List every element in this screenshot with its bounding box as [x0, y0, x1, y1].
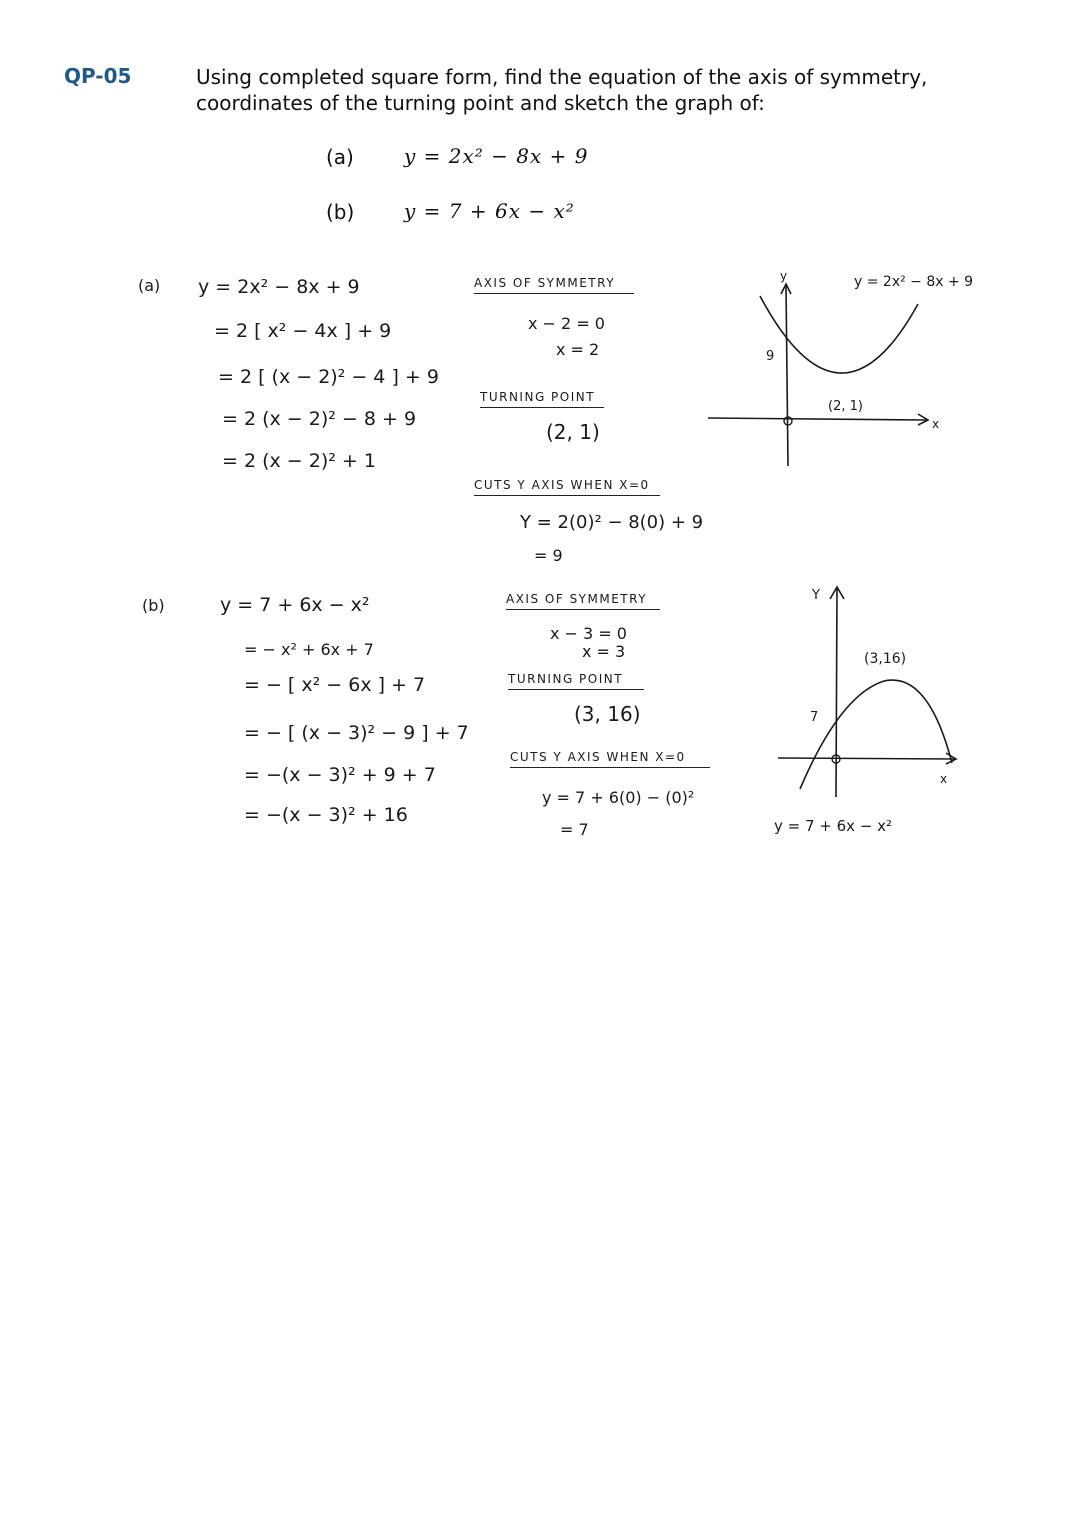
- solution-a-step-3: = 2 [ (x − 2)² − 4 ] + 9: [218, 366, 439, 388]
- y-axis: [786, 286, 788, 466]
- solution-b-axis-line-1: x − 3 = 0: [550, 624, 627, 643]
- parabola-curve: [760, 296, 918, 373]
- solution-a-turning-heading: TURNING POINT: [480, 390, 604, 408]
- solution-a-turning-point: (2, 1): [546, 420, 600, 444]
- solution-b-step-3: = − [ x² − 6x ] + 7: [244, 674, 426, 696]
- solution-b-axis-line-2: x = 3: [582, 642, 626, 661]
- part-b-label: (b): [326, 200, 355, 224]
- graph-b-title: y = 7 + 6x − x²: [774, 817, 893, 835]
- prompt-line-2: coordinates of the turning point and sketch the graph of:: [196, 91, 765, 115]
- solution-b-step-6: = −(x − 3)² + 16: [244, 804, 408, 826]
- solution-a-step-4: = 2 (x − 2)² − 8 + 9: [222, 408, 417, 430]
- graph-a-vertex-label: (2, 1): [828, 399, 863, 414]
- solution-a-yint-line-1: Y = 2(0)² − 8(0) + 9: [520, 512, 704, 533]
- graph-a-y-label: y: [780, 269, 788, 283]
- graph-b: [760, 575, 980, 845]
- x-axis: [708, 418, 928, 420]
- solution-a-label: (a): [138, 276, 161, 295]
- solution-a-axis-line-1: x − 2 = 0: [528, 314, 605, 333]
- part-a-equation: y = 2x² − 8x + 9: [404, 144, 589, 168]
- question-prompt: [196, 64, 927, 116]
- graph-a: [700, 260, 980, 480]
- solution-a-axis-heading: AXIS OF SYMMETRY: [474, 276, 634, 294]
- solution-a-step-1: y = 2x² − 8x + 9: [198, 276, 360, 298]
- graph-a-x-label: x: [932, 417, 940, 431]
- solution-b-step-2: = − x² + 6x + 7: [244, 640, 374, 659]
- solution-b-step-5: = −(x − 3)² + 9 + 7: [244, 764, 436, 786]
- parabola-curve: [800, 680, 952, 789]
- solution-b-axis-heading: AXIS OF SYMMETRY: [506, 592, 660, 610]
- part-a-label: (a): [326, 145, 354, 169]
- solution-b-yint-line-1: y = 7 + 6(0) − (0)²: [542, 788, 695, 807]
- graph-b-vertex-label: (3,16): [864, 651, 907, 667]
- graph-b-y-intercept: 7: [810, 710, 819, 725]
- solution-b-label: (b): [142, 596, 165, 615]
- solution-b-turning-heading: TURNING POINT: [508, 672, 644, 690]
- solution-b-turning-point: (3, 16): [574, 702, 641, 726]
- question-id: QP-05: [64, 64, 132, 88]
- solution-a-yint-heading: CUTS Y AXIS WHEN X=0: [474, 478, 660, 496]
- prompt-line-1: Using completed square form, find the equation of the axis of symmetry,: [196, 65, 928, 89]
- x-axis: [778, 758, 956, 759]
- solution-a-axis-line-2: x = 2: [556, 340, 600, 359]
- graph-a-title: y = 2x² − 8x + 9: [854, 274, 974, 290]
- y-axis: [836, 589, 837, 797]
- solution-a-step-2: = 2 [ x² − 4x ] + 9: [214, 320, 392, 342]
- solution-b-yint-line-2: = 7: [560, 820, 589, 839]
- solution-b-step-4: = − [ (x − 3)² − 9 ] + 7: [244, 722, 469, 744]
- solution-a-step-5: = 2 (x − 2)² + 1: [222, 450, 376, 472]
- solution-a-yint-line-2: = 9: [534, 546, 563, 565]
- solution-b-step-1: y = 7 + 6x − x²: [220, 594, 370, 616]
- graph-b-x-label: x: [940, 772, 948, 786]
- solution-b-yint-heading: CUTS Y AXIS WHEN X=0: [510, 750, 710, 768]
- part-b-equation: y = 7 + 6x − x²: [404, 199, 575, 223]
- graph-a-y-intercept: 9: [766, 349, 775, 364]
- graph-b-y-label: Y: [812, 588, 820, 603]
